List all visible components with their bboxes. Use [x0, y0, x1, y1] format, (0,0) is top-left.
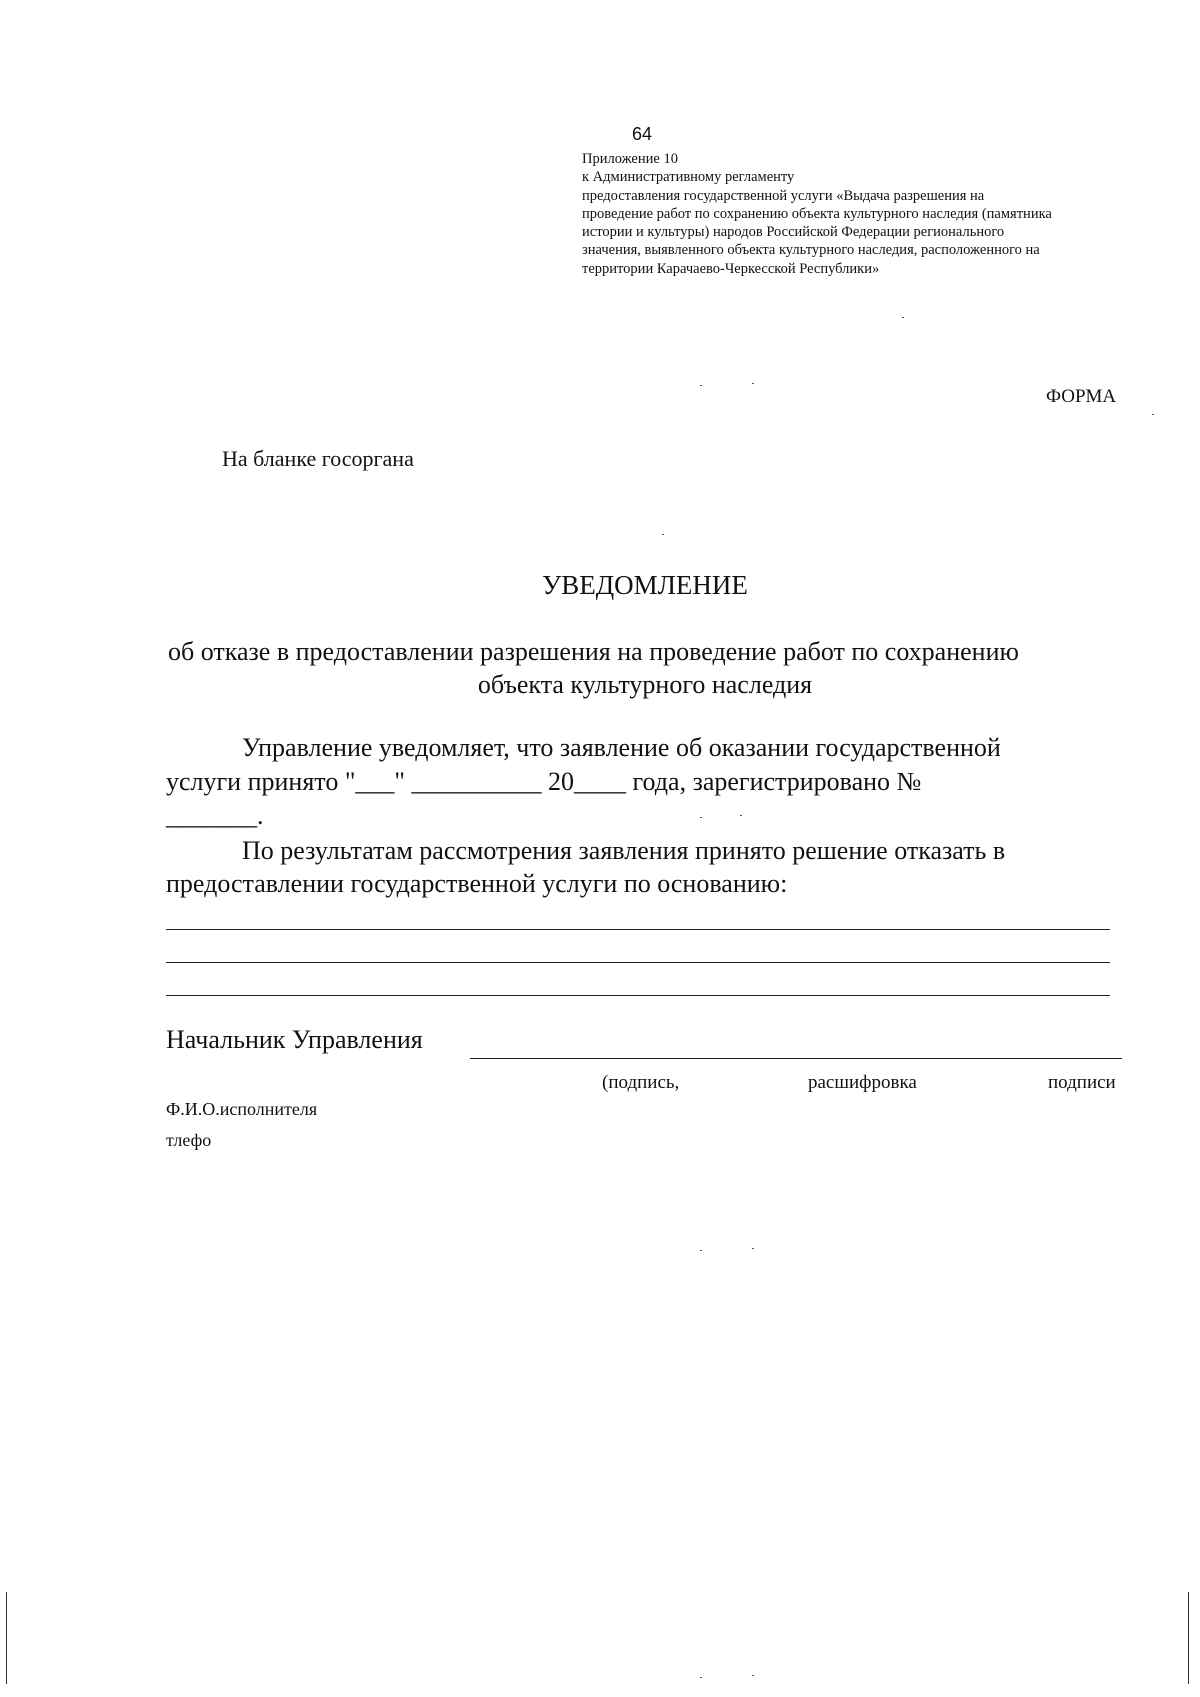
scan-speck	[740, 815, 742, 816]
signature-label: Начальник Управления	[166, 1025, 423, 1054]
scan-speck	[1152, 414, 1154, 415]
signature-blank-line	[470, 1058, 1122, 1059]
scan-speck	[700, 1677, 702, 1678]
form-label: ФОРМА	[1046, 386, 1117, 407]
document-subtitle-line-2: объекта культурного наследия	[477, 670, 813, 699]
document-subtitle-line-1: об отказе в предоставлении разрешения на проведение работ по сохранению	[168, 637, 1019, 666]
paragraph-1-line-3: _______.	[166, 801, 264, 830]
appendix-line: к Административному регламенту	[582, 169, 795, 186]
scan-speck	[700, 385, 702, 386]
scan-speck	[700, 1250, 702, 1251]
reason-blank-line	[166, 962, 1110, 963]
executor-name-label: Ф.И.О.исполнителя	[166, 1099, 318, 1119]
appendix-header	[582, 150, 1122, 278]
scan-speck	[752, 383, 754, 384]
page-number: 64	[632, 124, 653, 144]
document-title: УВЕДОМЛЕНИЕ	[542, 570, 748, 600]
signature-caption: (подпись,	[602, 1072, 680, 1093]
of-signature-caption: подписи	[1048, 1072, 1116, 1093]
scan-speck	[752, 1248, 754, 1249]
scan-margin-line	[6, 1592, 7, 1684]
appendix-line: истории и культуры) народов Российской Федерации регионального	[582, 224, 1005, 241]
decoding-caption: расшифровка	[808, 1072, 917, 1093]
appendix-line: проведение работ по сохранению объекта культурного наследия (памятника	[582, 205, 1052, 222]
appendix-line: предоставления государственной услуги «Выдача разрешения на	[582, 187, 985, 204]
executor-phone-label: тлефо	[166, 1130, 212, 1150]
reason-blank-line	[166, 929, 1110, 930]
scan-speck	[752, 1675, 754, 1676]
paragraph-2-line-2: предоставлении государственной услуги по основанию:	[166, 869, 788, 898]
paragraph-2-line-1: По результатам рассмотрения заявления принято решение отказать в	[242, 836, 1006, 865]
paragraph-1-line-2: услуги принято "___" __________ 20____ года, зарегистрировано №	[166, 767, 922, 796]
paragraph-1-line-1: Управление уведомляет, что заявление об оказании государственной	[242, 733, 1001, 762]
scan-speck	[662, 534, 664, 535]
scan-margin-line	[1188, 1592, 1189, 1684]
appendix-line: Приложение 10	[582, 151, 678, 167]
scan-speck	[902, 317, 904, 318]
appendix-line: территории Карачаево-Черкесской Республики»	[582, 260, 880, 277]
scan-speck	[700, 817, 702, 818]
appendix-line: значения, выявленного объекта культурного наследия, расположенного на	[582, 242, 1040, 259]
reason-blank-line	[166, 995, 1110, 996]
letterhead-note: На бланке госоргана	[222, 446, 414, 471]
